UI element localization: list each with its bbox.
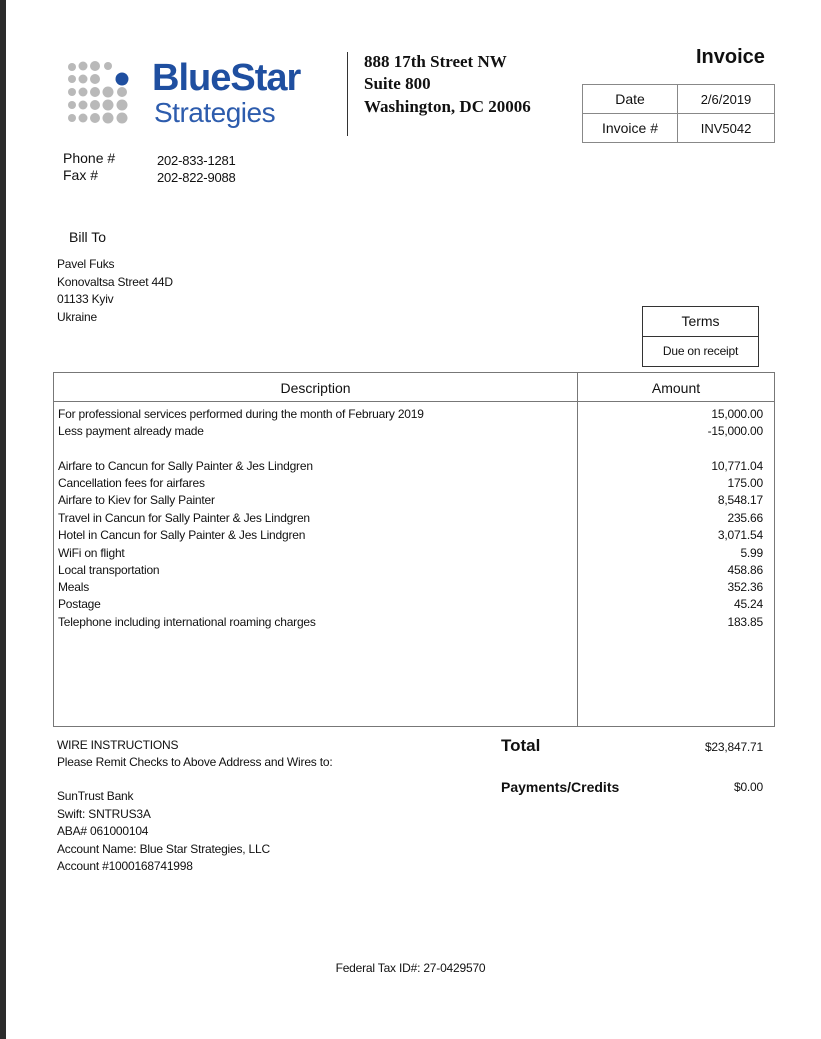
bill-to-label: Bill To [69, 229, 107, 245]
company-address-line-1: 888 17th Street NW [364, 52, 507, 71]
header-divider-line [54, 401, 774, 402]
bank-line: ABA# 061000104 [57, 824, 149, 838]
line-item-amount: 352.36 [727, 580, 763, 594]
logo-wordmark-strategies: Strategies [154, 97, 276, 128]
bill-to-line: Pavel Fuks [57, 257, 115, 271]
phone-value: 202-833-1281 [157, 153, 236, 168]
company-address-line-2: Suite 800 [364, 74, 431, 93]
line-item-amount: 10,771.04 [711, 459, 763, 473]
bill-to-line: Konovaltsa Street 44D [57, 274, 173, 289]
line-item-amount: -15,000.00 [707, 424, 763, 438]
invoice-title: Invoice [696, 46, 765, 68]
line-item-description: Cancellation fees for airfares [58, 476, 205, 490]
logo-wordmark-bluestar: BlueStar [152, 57, 301, 99]
line-item-description: Airfare to Cancun for Sally Painter & Jes Lindgren [58, 459, 313, 473]
line-item-amount: 8,548.17 [717, 493, 763, 507]
column-divider [577, 373, 578, 726]
terms-box [642, 306, 759, 367]
bank-line: SunTrust Bank [57, 789, 134, 803]
line-item-amount: 45.24 [733, 597, 763, 611]
total-value: $23,847.71 [704, 740, 763, 754]
phone-label: Phone # [63, 150, 116, 166]
contact-values [157, 152, 236, 186]
bank-line: Account #1000168741998 [57, 859, 193, 873]
line-item-description: WiFi on flight [58, 546, 125, 560]
company-address-line-3: Washington, DC 20006 [364, 97, 531, 116]
bank-line: Swift: SNTRUS3A [57, 806, 151, 821]
bank-line: Account Name: Blue Star Strategies, LLC [57, 841, 270, 856]
invoice-number-value: INV5042 [678, 114, 775, 143]
line-item-description: Local transportation [58, 563, 160, 577]
page-edge-bar [0, 0, 6, 1039]
line-item-amount: 235.66 [727, 511, 763, 525]
fax-value: 202-822-9088 [157, 170, 236, 185]
line-item-description: Telephone including international roaming charges [58, 615, 316, 629]
payments-credits-value: $0.00 [733, 780, 763, 794]
bank-details [57, 788, 270, 876]
invoice-number-label: Invoice # [583, 114, 678, 143]
terms-value: Due on receipt [662, 344, 739, 358]
date-value: 2/6/2019 [678, 85, 775, 114]
line-item-description: Postage [58, 597, 101, 611]
line-item-description: Meals [58, 580, 90, 594]
header-divider [347, 52, 348, 136]
wire-instructions [57, 737, 332, 771]
total-label: Total [501, 736, 541, 755]
line-item-amount: 458.86 [727, 563, 763, 577]
line-items-table [53, 372, 775, 727]
payments-credits-label: Payments/Credits [501, 779, 620, 795]
bluestar-logo-icon [66, 58, 136, 130]
line-item-amount: 15,000.00 [711, 407, 763, 421]
wire-note: Please Remit Checks to Above Address and Wires to: [57, 755, 333, 769]
bill-to-line: 01133 Kyiv [57, 292, 114, 306]
line-item-description: Less payment already made [58, 424, 204, 438]
federal-tax-id: Federal Tax ID#: 27-0429570 [335, 961, 486, 975]
bill-to-line: Ukraine [57, 309, 97, 324]
description-header: Description [280, 380, 351, 396]
line-item-amount: 5.99 [740, 546, 763, 560]
line-item-description: For professional services performed during the month of February 2019 [58, 407, 424, 421]
invoice-info-table [582, 84, 775, 143]
line-item-amount: 3,071.54 [717, 528, 763, 542]
date-label: Date [583, 85, 678, 114]
line-item-description: Airfare to Kiev for Sally Painter [58, 493, 215, 507]
contact-labels [63, 150, 115, 184]
line-item-amount: 183.85 [727, 615, 763, 629]
line-item-description: Travel in Cancun for Sally Painter & Jes Lindgren [58, 511, 310, 525]
fax-label: Fax # [63, 167, 99, 183]
bill-to-address [57, 256, 173, 326]
wire-heading: WIRE INSTRUCTIONS [57, 738, 179, 752]
amount-header: Amount [651, 380, 701, 396]
line-item-amount: 175.00 [727, 476, 763, 490]
terms-label: Terms [643, 307, 758, 337]
line-item-description: Hotel in Cancun for Sally Painter & Jes Lindgren [58, 528, 306, 542]
